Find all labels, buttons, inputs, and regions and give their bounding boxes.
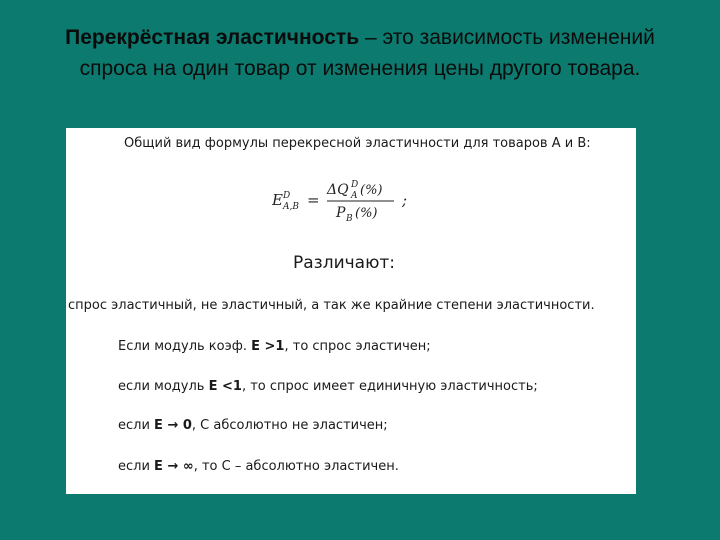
distinguish-heading: Различают: [293, 253, 396, 273]
formula-numerator-delta: ΔQ [327, 182, 349, 198]
content-box [66, 128, 636, 494]
formula-denominator-sub: B [346, 214, 353, 224]
formula-denominator-pct: (%) [355, 206, 378, 221]
formula-numerator-sub: A [351, 191, 358, 201]
formula-terminator: ; [402, 191, 408, 209]
rule-perfectly-elastic [118, 459, 399, 474]
rule-text: , С абсолютно не эластичен; [191, 418, 388, 433]
rule-condition: E <1 [208, 379, 242, 394]
rule-perfectly-inelastic [118, 418, 388, 433]
slide-title [40, 22, 680, 84]
rule-text: если [118, 459, 155, 474]
rule-text: , то спрос эластичен; [284, 339, 431, 354]
rule-condition: E → 0 [154, 418, 192, 433]
rule-condition: E → ∞ [154, 459, 194, 474]
cross-elasticity-formula [272, 178, 432, 228]
types-line: спрос эластичный, не эластичный, а так же крайние степени эластичности. [68, 298, 595, 313]
formula-equals: = [307, 191, 320, 209]
title-definition: – это зависимость изменений спроса на один товар от изменения цены другого товара. [79, 26, 655, 80]
rule-text: если [118, 418, 155, 433]
rule-text: , то спрос имеет единичную эластичность; [241, 379, 538, 394]
formula-denominator-base: P [336, 205, 346, 221]
rule-unit-elastic [118, 379, 538, 394]
formula-lhs-sub: A,B [283, 202, 299, 212]
rule-text: если модуль [118, 379, 209, 394]
formula-numerator-pct: (%) [360, 183, 383, 198]
formula-intro: Общий вид формулы перекресной эластичности для товаров А и В: [124, 136, 591, 151]
formula-numerator-sup: D [351, 180, 359, 190]
formula-lhs-sup: D [283, 191, 291, 201]
formula-lhs-base: E [272, 191, 283, 209]
title-term: Перекрёстная эластичность [65, 26, 360, 49]
rule-condition: E >1 [251, 339, 285, 354]
rule-text: Если модуль коэф. [118, 339, 252, 354]
rule-elastic [118, 339, 431, 354]
rule-text: , то С – абсолютно эластичен. [193, 459, 399, 474]
